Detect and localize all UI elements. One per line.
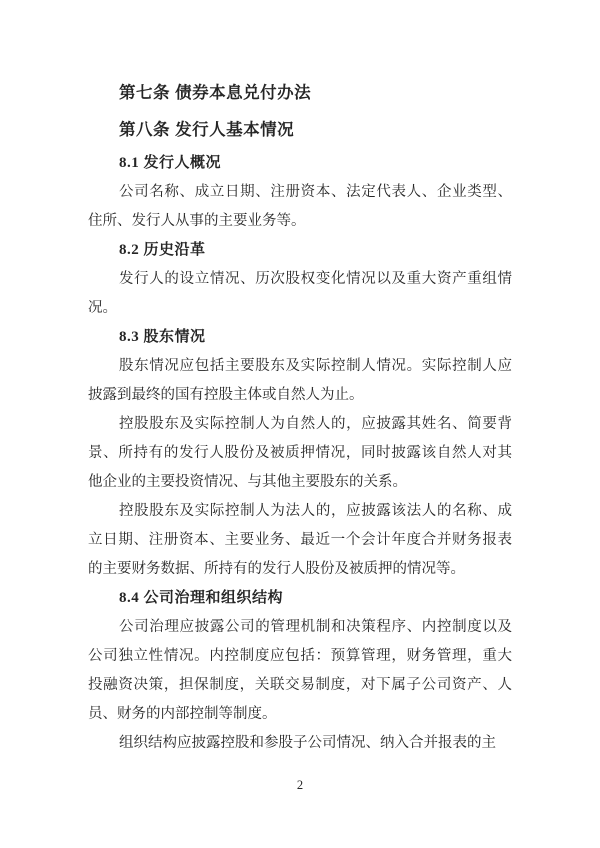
text-line: 公司名称、成立日期、注册资本、法定代表人、企业类型、 — [119, 184, 512, 200]
text-line: 公司治理应披露公司的管理机制和决策程序、内控制度以及 — [119, 619, 512, 635]
article-heading: 第七条 债券本息兑付办法 — [119, 84, 312, 102]
section-heading: 8.2 历史沿革 — [119, 242, 206, 258]
text-line: 发行人的设立情况、历次股权变化情况以及重大资产重组情 — [119, 271, 512, 287]
text-line: 景、所持有的发行人股份及被质押情况，同时披露该自然人对其 — [88, 445, 512, 461]
paragraph — [88, 265, 512, 323]
paragraph — [88, 729, 512, 758]
text-line: 况。 — [88, 300, 117, 316]
paragraph — [88, 613, 512, 729]
paragraph — [88, 178, 512, 236]
paragraph — [88, 410, 512, 497]
paragraph — [88, 497, 512, 584]
text-line: 组织结构应披露控股和参股子公司情况、纳入合并报表的主 — [119, 735, 496, 751]
text-line: 控股股东及实际控制人为法人的，应披露该法人的名称、成 — [119, 503, 512, 519]
text-line: 控股股东及实际控制人为自然人的，应披露其姓名、简要背 — [119, 416, 512, 432]
text-line: 投融资决策，担保制度，关联交易制度，对下属子公司资产、人 — [88, 677, 512, 693]
section-heading: 8.4 公司治理和组织结构 — [119, 590, 284, 606]
text-line: 的主要财务数据、所持有的发行人股份及被质押的情况等。 — [88, 561, 465, 577]
text-line: 他企业的主要投资情况、与其他主要股东的关系。 — [88, 474, 407, 490]
section-heading: 8.3 股东情况 — [119, 329, 206, 345]
document-content — [88, 75, 512, 758]
article-heading: 第八条 发行人基本情况 — [119, 121, 295, 139]
text-line: 住所、发行人从事的主要业务等。 — [88, 213, 306, 229]
text-line: 立日期、注册资本、主要业务、最近一个会计年度合并财务报表 — [88, 532, 512, 548]
text-line: 公司独立性情况。内控制度应包括：预算管理，财务管理，重大 — [88, 648, 512, 664]
page-number: 2 — [296, 778, 304, 792]
text-line: 披露到最终的国有控股主体或自然人为止。 — [88, 387, 364, 403]
paragraph — [88, 352, 512, 410]
section-heading: 8.1 发行人概况 — [119, 155, 222, 171]
text-line: 员、财务的内部控制等制度。 — [88, 706, 277, 722]
text-line: 股东情况应包括主要股东及实际控制人情况。实际控制人应 — [119, 358, 512, 374]
